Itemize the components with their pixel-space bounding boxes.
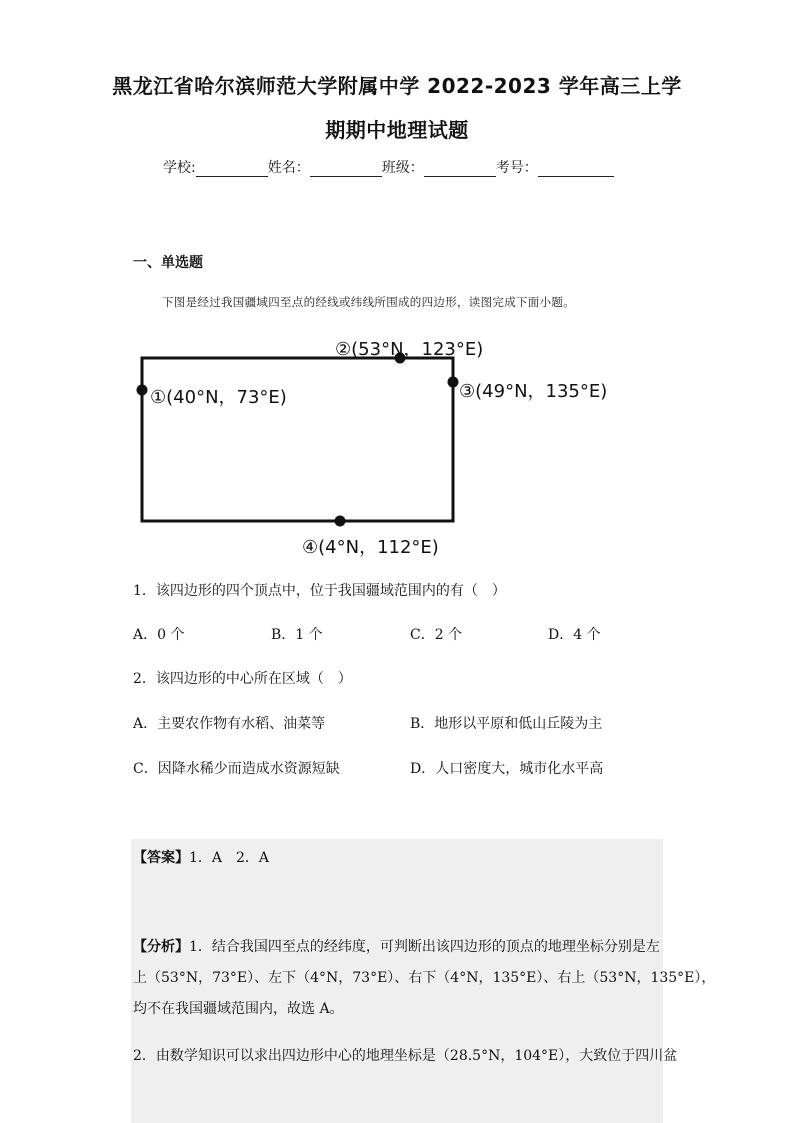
number-label: 考号： <box>495 160 538 176</box>
point-4-label: ④(4°N，112°E) <box>302 537 439 558</box>
section-heading: 一、单选题 <box>133 255 203 271</box>
q2-option-b[interactable]: B．地形以平原和低山丘陵为主 <box>410 716 603 732</box>
point-2-label: ②(53°N，123°E) <box>335 339 484 360</box>
q2-option-c[interactable]: C．因降水稀少而造成水资源短缺 <box>133 761 340 777</box>
page-title: 黑龙江省哈尔滨师范大学附属中学 2022-2023 学年高三上学 <box>112 74 682 98</box>
analysis-text-1: 1．结合我国四至点的经纬度，可判断出该四边形的顶点的地理坐标分别是左 <box>189 939 660 955</box>
q1-option-d[interactable]: D．4 个 <box>548 627 601 643</box>
q2-option-d[interactable]: D．人口密度大，城市化水平高 <box>410 761 604 777</box>
q2-option-a[interactable]: A．主要农作物有水稻、油菜等 <box>133 716 326 732</box>
question-1: 1．该四边形的四个顶点中，位于我国疆域范围内的有（ ） <box>133 583 506 599</box>
answer-label: 【答案】 <box>133 850 189 866</box>
answer-line <box>133 847 269 867</box>
school-label: 学校: <box>163 160 196 176</box>
point-3-marker <box>448 377 459 388</box>
q1-option-a[interactable]: A．0 个 <box>133 627 185 643</box>
question-2: 2．该四边形的中心所在区域（ ） <box>133 671 352 687</box>
class-label: 班级： <box>381 160 424 176</box>
point-3-label: ③(49°N，135°E) <box>459 381 608 402</box>
analysis-line-3: 均不在我国疆域范围内，故选 A。 <box>133 1001 344 1017</box>
name-label: 姓名： <box>267 160 310 176</box>
q1-option-c[interactable]: C．2 个 <box>410 627 463 643</box>
analysis-line-2: 上（53°N，73°E）、左下（4°N，73°E）、右下（4°N，135°E）、右上（53°N，135°E）， <box>133 970 716 986</box>
q1-option-b[interactable]: B．1 个 <box>271 627 323 643</box>
analysis-label: 【分析】 <box>133 939 189 955</box>
point-1-marker <box>137 385 148 396</box>
analysis-line-4: 2．由数学知识可以求出四边形中心的地理坐标是（28.5°N，104°E），大致位于四川盆 <box>133 1048 678 1064</box>
question-intro: 下图是经过我国疆域四至点的经线或纬线所围成的四边形，读图完成下面小题。 <box>162 295 575 309</box>
answer-text: 1．A 2．A <box>189 850 270 866</box>
point-1-label: ①(40°N，73°E) <box>150 387 287 408</box>
analysis-line-1 <box>133 936 660 956</box>
page-subtitle: 期期中地理试题 <box>325 118 469 142</box>
point-4-marker <box>335 516 346 527</box>
